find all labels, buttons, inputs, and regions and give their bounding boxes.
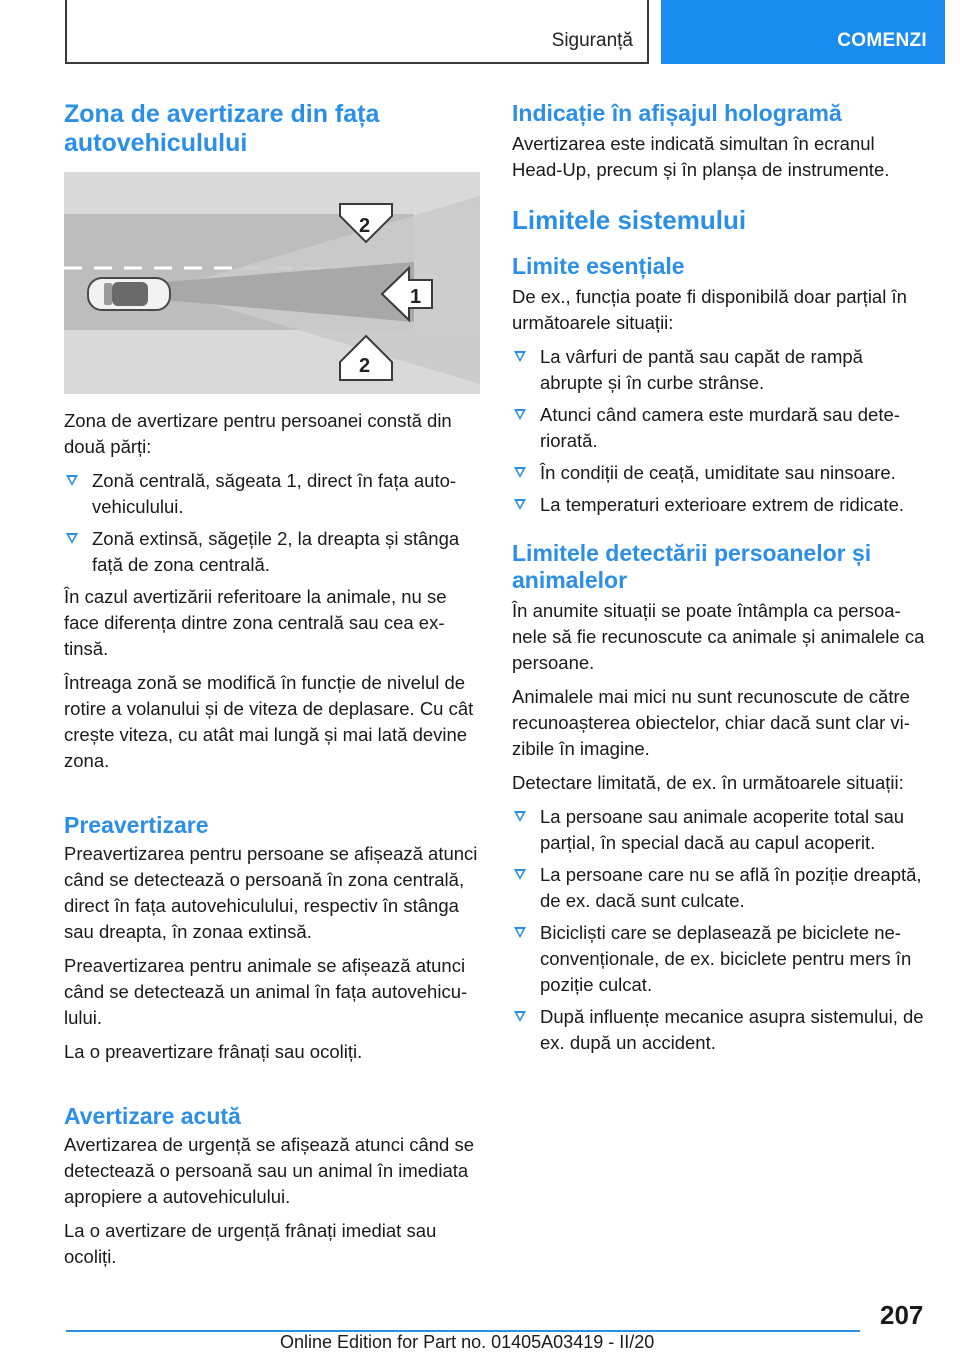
footer-edition: Online Edition for Part no. 01405A03419 - II/20 xyxy=(280,1332,655,1352)
bullet-triangle-icon xyxy=(514,811,526,822)
list-item: La vârfuri de pantă sau capăt de rampă abrupte și în curbe strânse. xyxy=(512,344,930,396)
section-title: Siguranță xyxy=(551,30,633,51)
list-item: Atunci când camera este murdară sau dete‐riorată. xyxy=(512,402,930,454)
hologram-paragraph: Avertizarea este indicată simultan în ecranul Head-Up, precum și în planșa de instrumente. xyxy=(512,133,890,180)
detection-limits-p2: Animalele mai mici nu sunt recunoscute de către recunoașterea obiectelor, chiar dacă sunt clar vi‐zibile în imagine. xyxy=(512,686,910,759)
acute-warning-action: La o avertizare de urgență frânați imediat sau ocoliți. xyxy=(64,1220,437,1267)
left-column xyxy=(64,100,480,1278)
bullet-triangle-icon xyxy=(514,869,526,880)
arrow-2-top-label: 2 xyxy=(359,215,371,237)
zone-intro: Zona de avertizare pentru persoanei constă din două părți: xyxy=(64,410,452,457)
list-item: La persoane sau animale acoperite total sau parțial, în special dacă au capul acoperit. xyxy=(512,804,930,856)
detection-limits-heading: Limitele detectării persoanelor și animalelor xyxy=(512,540,872,593)
system-limits-heading: Limitele sistemului xyxy=(512,205,747,235)
detection-limits-p3: Detectare limitată, de ex. în următoarele situații: xyxy=(512,772,904,793)
warning-zone-illustration xyxy=(64,172,480,394)
zone-list xyxy=(64,468,480,578)
acute-warning-heading: Avertizare acută xyxy=(64,1103,241,1129)
zone-change-paragraph: Întreaga zonă se modifică în funcție de nivelul de rotire a volanului și de viteza de deplasare. Cu cât crește viteza, cu atât mai lungă și mai lată devine zona. xyxy=(64,672,474,771)
right-column xyxy=(512,100,930,1062)
detection-limits-list xyxy=(512,804,930,1056)
arrow-1-label: 1 xyxy=(410,286,422,308)
car-icon xyxy=(88,278,170,310)
warning-zone-heading: Zona de avertizare din fața autovehiculului xyxy=(64,100,380,157)
list-item: La temperaturi exterioare extrem de ridicate. xyxy=(512,492,930,518)
bullet-triangle-icon xyxy=(66,533,78,544)
prewarning-action: La o preavertizare frânați sau ocoliți. xyxy=(64,1041,363,1062)
prewarning-persons: Preavertizarea pentru persoane se afișează atunci când se detectează o persoană în zona centrală, direct în fața autovehiculului, respectiv în stânga sau dreapta, în zonaa extinsă. xyxy=(64,843,478,942)
prewarning-heading: Preavertizare xyxy=(64,812,209,838)
essential-limits-list xyxy=(512,344,930,518)
hologram-heading: Indicație în afișajul hologramă xyxy=(512,100,842,126)
essential-limits-heading: Limite esențiale xyxy=(512,253,685,279)
list-item: După influențe mecanice asupra sistemului, de ex. după un accident. xyxy=(512,1004,930,1056)
bullet-triangle-icon xyxy=(514,467,526,478)
page-number: 207 xyxy=(880,1300,924,1330)
list-item: Bicicliști care se deplasează pe biciclete ne‐convenționale, de ex. biciclete pentru mers în poziție culcat. xyxy=(512,920,930,998)
header-section-box xyxy=(65,0,649,64)
bullet-triangle-icon xyxy=(514,499,526,510)
detection-limits-p1: În anumite situații se poate întâmpla ca persoa‐nele să fie recunoscute ca animale și animalele ca persoane. xyxy=(512,600,925,673)
bullet-triangle-icon xyxy=(514,1011,526,1022)
arrow-2-bottom-label: 2 xyxy=(359,355,371,377)
bullet-triangle-icon xyxy=(514,409,526,420)
list-item: La persoane care nu se află în poziție dreaptă, de ex. dacă sunt culcate. xyxy=(512,862,930,914)
bullet-triangle-icon xyxy=(514,351,526,362)
bullet-triangle-icon xyxy=(514,927,526,938)
bullet-triangle-icon xyxy=(66,475,78,486)
animal-zone-paragraph: În cazul avertizării referitoare la animale, nu se face diferența dintre zona centrală sau cea ex‐tinsă. xyxy=(64,586,447,659)
list-item: Zonă extinsă, săgețile 2, la dreapta și stânga față de zona centrală. xyxy=(64,526,480,578)
list-item: În condiții de ceață, umiditate sau ninsoare. xyxy=(512,460,930,486)
essential-limits-intro: De ex., funcția poate fi disponibilă doar parțial în următoarele situații: xyxy=(512,286,907,333)
chapter-tab-label: COMENZI xyxy=(837,30,927,51)
list-item: Zonă centrală, săgeata 1, direct în fața auto‐vehiculului. xyxy=(64,468,480,520)
chapter-tab[interactable] xyxy=(661,0,945,64)
prewarning-animals: Preavertizarea pentru animale se afișează atunci când se detectează un animal în fața autovehicu‐lului. xyxy=(64,955,468,1028)
acute-warning-text: Avertizarea de urgență se afișează atunci când se detectează o persoană sau un animal în imediata apropiere a autovehiculului. xyxy=(64,1134,474,1207)
